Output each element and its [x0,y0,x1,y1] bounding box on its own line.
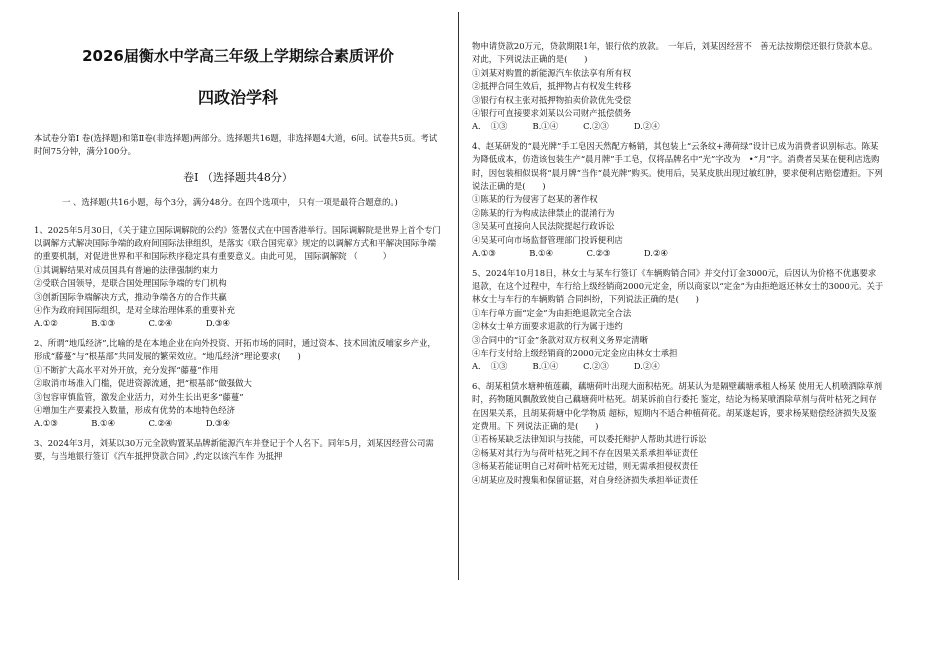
question-3-continued [472,40,884,134]
option: ②受联合国领导，是联合国处理国际争端的专门机构 [34,278,227,289]
option: ①其调解结果对成员国具有普遍的法律强制约束力 [34,264,219,275]
answer-choices: A.①② B.①③ C.②④ D.③④ [34,318,230,329]
option: ③银行有权主张对抵押物拍卖价款优先受偿 [472,94,632,105]
answer-choices: A.①③ B.①④ C.②③ D.②④ [472,248,668,259]
option: ①车行单方面“定金”为由拒绝退款完全合法 [472,307,632,318]
option: ②取消市场准入门槛，促进资源流通，把“根基部”做强做大 [34,378,252,389]
question-stem: 1、2025年5月30日，《关于建立国际调解院的公约》签署仪式在中国香港举行。国际调解院是世界上首个专门以调解方式解决国际争端的政府间国际法律组织，是落实《联合国宪章》规定的以调解方式和平解决国际争端的重要机制，对促进世界和平和国际秩序稳定具有重要意义。由此可见， 国际调解院 （ ） [34,224,441,262]
question-2 [34,337,442,431]
option: ③创新国际争端解决方式，推动争端各方的合作共赢 [34,291,227,302]
option: ②林女士单方面要求退款的行为属于违约 [472,321,623,332]
option: ④胡某应及时搜集和保留证据，对自身经济损失承担举证责任 [472,474,699,485]
option: ③包容审慎监管，激发企业活力，对外生长出更多“藤蔓” [34,391,244,402]
question-stem: 2、所谓“地瓜经济”,比喻的是在本地企业在向外投资、开拓市场的同时，通过资本、技术回流反哺家乡产业，形成“藤蔓”与“根基部”共同发展的繁荣效应。“地瓜经济”理论要求( ) [34,337,436,362]
option: ①不断扩大高水平对外开放，充分发挥“藤蔓”作用 [34,364,219,375]
option: ②杨某对其行为与荷叶枯死之间不存在因果关系承担举证责任 [472,447,699,458]
answer-choices: A． ①③ B.①④ C.②③ D.②④ [472,121,660,132]
option: ①刘某对购置的新能源汽车依法享有所有权 [472,67,632,78]
option: ④银行可直接要求刘某以公司财产抵偿债务 [472,108,632,119]
option: ②抵押合同生效后，抵押物占有权发生转移 [472,81,632,92]
option: ③杨某若能证明自己对荷叶枯死无过错，则无需承担侵权责任 [472,461,699,472]
question-3-start [34,437,442,464]
right-column [472,40,884,487]
exam-title: 2026届衡水中学高三年级上学期综合素质评价 [82,47,394,65]
option: ③吴某可直接向人民法院提起行政诉讼 [472,221,615,232]
option: ④车行支付给上级经销商的2000元定金应由林女士承担 [472,347,678,358]
section-title: 一 、选择题(共16小题，每个3分，满分48分。在四个选项中， 只有一项是最符合题意的。) [62,197,398,208]
option: ④吴某可向市场监督管理部门投诉便利店 [472,234,623,245]
option: ④增加生产要素投入数量，形成有优势的本地特色经济 [34,404,235,415]
question-4 [472,140,884,261]
left-column [34,46,442,464]
option: ④作为政府间国际组织，是对全球治理体系的重要补充 [34,305,235,316]
question-5 [472,267,884,374]
option: ③合同中的“订金”条款对双方权利义务界定清晰 [472,334,649,345]
question-6 [472,380,884,487]
question-1 [34,224,442,331]
option: ②陈某的行为构成法律禁止的混淆行为 [472,207,615,218]
question-stem: 5、2024年10月18日，林女士与某车行签订《车辆购销合同》并交付订金3000元，后因认为价格不优惠要求退款，在这个过程中，车行给上级经销商2000元定金，所以商家以“定金”为由拒绝返还林女士的3000元。关于林女士与车行的车辆购销 合同纠纷，下列说法正确的是( ) [472,267,884,305]
option: ①若杨某缺乏法律知识与技能，可以委托辩护人帮助其进行诉讼 [472,434,707,445]
exam-intro: 本试卷分第Ⅰ 卷(选择题)和第Ⅱ卷(非选择题)两部分。选择题共16题，非选择题4大道，6问。试卷共5页。考试时间75分钟，满分100分。 [34,133,438,157]
question-stem: 3、2024年3月，刘某以30万元全款购置某品牌新能源汽车并登记于个人名下。同年5月，刘某因经营公司需要，与当地银行签订《汽车抵押贷款合同》,约定以该汽车作 为抵押 [34,437,434,462]
option: ①陈某的行为侵害了赵某的著作权 [472,194,598,205]
subject-title: 四政治学科 [197,88,278,107]
answer-choices: A． ①③ B.①④ C.②③ D.②④ [472,361,660,372]
question-stem: 6、胡某租赁水塘种植莲藕，藕塘荷叶出现大面积枯死。胡某认为是隔壁藕塘承租人杨某 使用无人机喷洒除草剂时，药物随风飘散致使自己藕塘荷叶枯死。胡某诉前自行委托 鉴定，结论为杨某喷洒除草剂与荷叶枯死之间存在因果关系，且胡某荷塘中化学物质 超标，短期内不适合种植荷花。胡某遂起诉，要求杨某赔偿经济损失及鉴定费用。下 列说法正确的是( ) [472,380,882,431]
question-stem: 4、赵某研发的“晨光牌”手工皂因天然配方畅销，其包装上“云条纹+薄荷绿”设计已成为消费者识别标志。陈某为降低成本，仿造该包装生产“晨月牌”手工皂，仅将品牌名中“光”字改为 •“月”字。消费者吴某在便利店选购时，因包装相似误将“晨月牌”当作“晨光牌”购买。使用后，吴某皮肤出现过敏红肿，要求便利店赔偿遭拒。下列说法正确的是( ) [472,140,883,192]
column-divider [458,12,459,580]
question-stem: 物申请贷款20万元，贷款期限1年，银行依约放款。 一年后，刘某因经营不 善无法按期偿还银行贷款本息。对此，下列说法正确的是( ) [472,41,878,65]
answer-choices: A.①③ B.①④ C.②④ D.③④ [34,418,230,429]
volume-title: 卷Ⅰ （选择题共48分） [183,170,293,184]
